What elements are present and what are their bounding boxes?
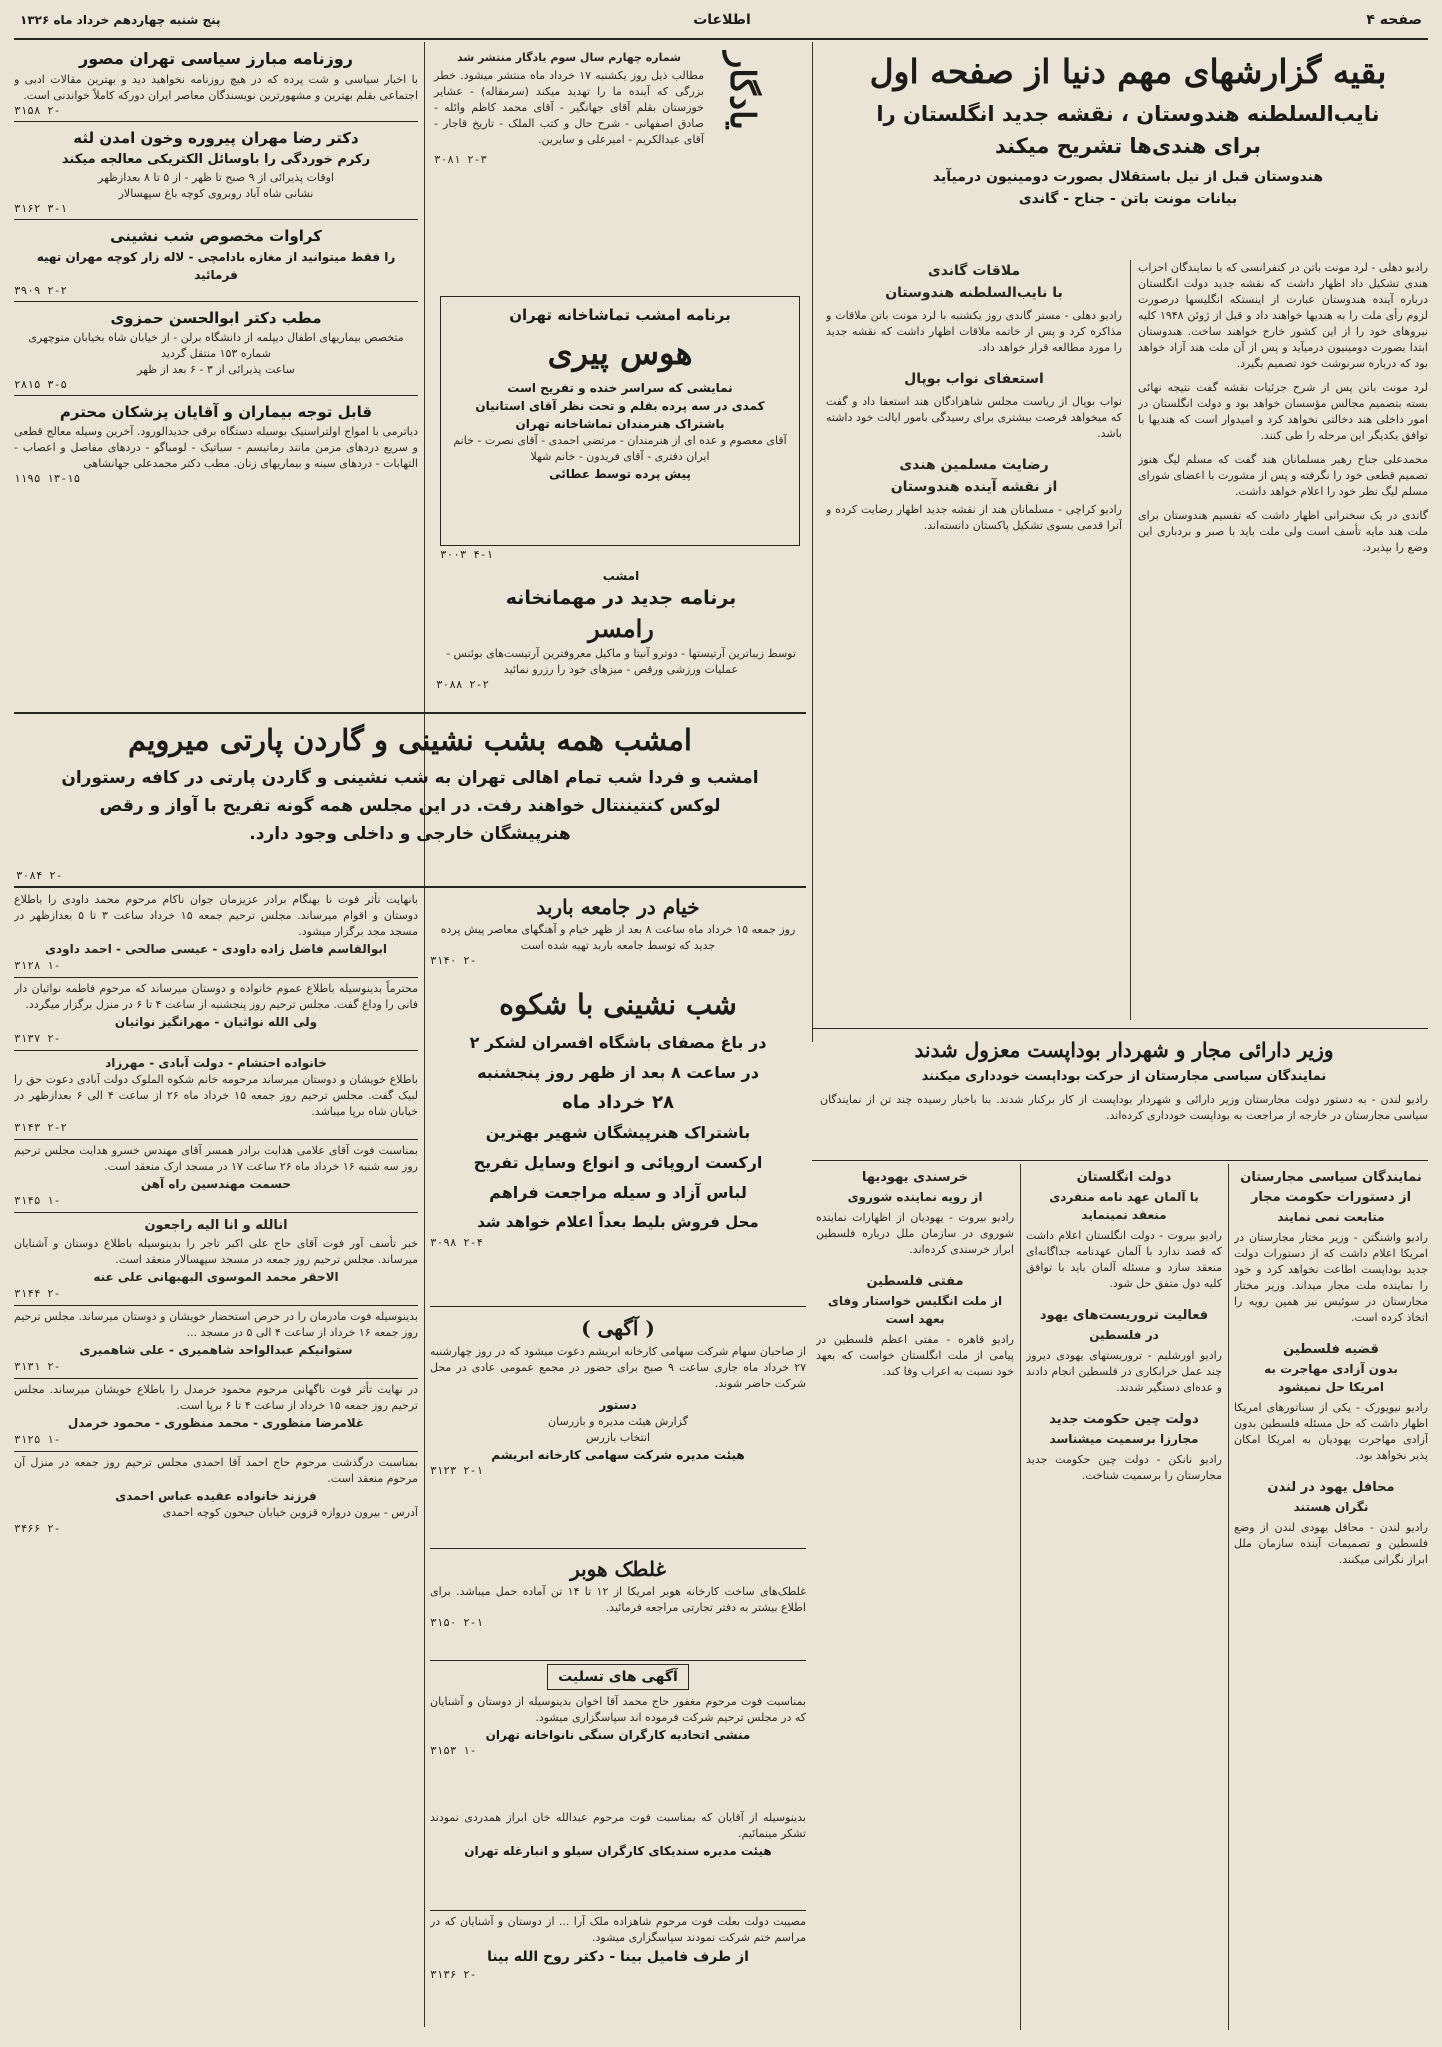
ad-divider: [14, 121, 418, 122]
obituary-davoudi: [14, 892, 418, 974]
khayyam-ad: [430, 892, 806, 978]
section-rule: [430, 1548, 806, 1549]
theater-note: پیش پرده توسط عطائی: [549, 467, 691, 481]
obituary-body: در نهایت تأثر فوت ناگهانی مرحوم محمود خرمدل را باطلاع خویشان میرساند. مجلس ترحیم روز جمعه ۱۵ خرداد از ساعت ۴ تا ۶ برپا است.: [14, 1383, 418, 1412]
ghaltak-ad: [430, 1554, 806, 1654]
obituary-khorramdel: [14, 1382, 418, 1448]
agahi-line-2: گزارش هیئت مدیره و بازرسان: [548, 1415, 688, 1428]
obituary-body: بدینوسیله فوت مادرمان را در حرص استحضار خویشان و دوستان میرساند. مجلس ترحیم روز جمعه ۱۶ خرداد از ساعت ۴ الی ۵ در مسجد ...: [14, 1310, 418, 1339]
section-rule: [430, 1660, 806, 1661]
ramsar-code: ۳۰۸۸ ۲-۲: [436, 678, 489, 691]
garden-party-body-3: هنرپیشگان خارجی و داخلی وجود دارد.: [249, 824, 571, 844]
hungary-body: رادیو واشنگتن - وزیر مختار مجارستان در امریکا اعلام داشت که از دستورات دولت جدید بوداپست اطاعت نخواهد کرد و خود را نماینده ملت مجار میداند. وزیر مختار مجارستان در سوئیس نیز همین رویه را اتخاذ کرده است.: [1234, 1231, 1428, 1324]
ad-divider: [14, 1139, 418, 1140]
obituary-signer: الاحقر محمد الموسوی البهبهانی علی عنه: [93, 1270, 339, 1284]
main-body-col-2: [826, 260, 1122, 1020]
terrorists-heading: فعالیت تروریست‌های یهود: [1039, 1308, 1209, 1323]
yadegar-logo: یادگار: [722, 52, 762, 130]
jewish-circles-heading-2: نگران هستند: [1293, 1500, 1369, 1514]
obituary-code: ۳۱۳۱ ۲-: [14, 1360, 61, 1373]
main-subhead-2: برای هندی‌ها تشریح میکند: [994, 134, 1262, 158]
garden-party-ad: [14, 716, 806, 884]
section-rule: [14, 886, 806, 888]
main-subhead-1: نایب‌السلطنه هندوستان ، نقشه جدید انگلستان را: [876, 102, 1380, 126]
obituary-signer: غلامرضا منظوری - محمد منظوری - محمود خرمدل: [67, 1416, 365, 1430]
obituary-ahmadi: [14, 1455, 418, 1537]
obituary-body: بمناسبت فوت آقای علامی هدایت برادر همسر آقای مهندس خسرو هدایت مجلس ترحیم روز سه شنبه ۱۶ خرداد ماه ۲۶ ساعت ۱۷ در مسجد ارک منعقد است.: [14, 1144, 418, 1173]
yadegar-ad: [430, 46, 806, 286]
palestine-heading: قضیه فلسطین: [1283, 1342, 1379, 1357]
ghaltak-code: ۳۱۵۰ ۲-۱: [430, 1616, 483, 1629]
theater-cast: آقای معصوم و عده ای از هنرمندان - مرتضی احمدی - آقای نصرت - خانم ایران دفتری - آقای فریدون - خانم شهلا: [453, 434, 787, 463]
england-heading: دولت انگلستان: [1076, 1170, 1172, 1185]
thanks-signer: هیئت مدیره سندیکای کارگران سیلو و انبارغله تهران: [464, 1844, 772, 1858]
ad-divider: [14, 1305, 418, 1306]
agahi-code: ۳۱۲۳ ۲-۱: [430, 1464, 483, 1477]
main-body-paragraph: لرد مونت باتن پس از شرح جزئیات نقشه گفت نتیجه نهائی بسته بتصمیم مجالس مؤسسان خواهد بود و دولت انگلستان در امور داخلی هند دخالتی نخواهد کرد و امیدوار است که هندیها با توافق یکدیگر این مرحله را طی کنند.: [1138, 381, 1428, 442]
shab-neshini-code: ۳۰۹۸ ۲-۴: [430, 1236, 483, 1249]
muslims-heading: رضایت مسلمین هندی: [899, 457, 1049, 473]
obituary-shahmiri: [14, 1309, 418, 1375]
date-line: پنج شنبه چهاردهم خرداد ماه ۱۳۲۶: [20, 13, 221, 27]
theater-desc-2: کمدی در سه پرده بقلم و تحت نظر آقای استانیان: [475, 399, 765, 413]
obituary-code: ۳۴۶۶ ۲-: [14, 1522, 61, 1535]
palestine-body: رادیو نیویورک - یکی از سناتورهای امریکا اظهار داشت که حل مسئله فلسطین بدون آزادی مهاجرت یهودیان به امریکا امکان پذیر نخواهد بود.: [1234, 1401, 1428, 1462]
minister-subhead: نمایندگان سیاسی مجارستان از حرکت بوداپست خودداری میکنند: [921, 1069, 1327, 1084]
obituary-code: ۳۱۴۵ ۱-: [14, 1194, 61, 1207]
shab-neshini-line-7: محل فروش بلیط بعداً اعلام خواهد شد: [477, 1213, 759, 1231]
condolence-signer: منشی اتحادیه کارگران سنگی نانواخانه تهران: [485, 1728, 751, 1742]
ramsar-tag: امشب: [602, 569, 640, 583]
yadegar-code: ۳۰۸۱ ۲-۳: [434, 153, 487, 166]
england-body: رادیو بیروت - دولت انگلستان اعلام داشت که قصد ندارد با آلمان عهدنامه جداگانه‌ای منعقد سازد و مسئله آلمان باید با توافق کلیه دول متفق حل شود.: [1026, 1229, 1222, 1290]
minister-headline: وزیر دارائی مجار و شهردار بوداپست معزول شدند: [914, 1038, 1334, 1062]
ad-divider: [14, 301, 418, 302]
shab-neshini-ad: [430, 982, 806, 1302]
agahi-line-1: دستور: [599, 1398, 637, 1412]
theater-code: ۳۰۰۳ ۴-۱: [440, 548, 493, 561]
hungary-heading: نمایندگان سیاسی مجارستان: [1240, 1170, 1422, 1185]
thanks-body: بدینوسیله از آقایان که بمناسبت فوت مرحوم عبدالله خان ابراز همدردی نمودند تشکر مینمائیم.: [430, 1811, 806, 1840]
china-heading: دولت چین حکومت جدید: [1049, 1412, 1199, 1427]
section-rule: [430, 1306, 806, 1307]
agahi-line-3: انتخاب بازرس: [585, 1431, 651, 1444]
mosibat-body: مصیبت دولت بعلت فوت مرحوم شاهزاده ملک آرا ... از دوستان و آشنایان که در مراسم ختم شرکت نمودند سپاسگزاری میشود.: [430, 1915, 806, 1944]
dentist-ad-body: رکرم خوردگی را باوسائل الکتریکی معالجه میکند: [61, 152, 371, 167]
meeting-heading-2: با نایب‌السلطنه هندوستان: [885, 285, 1063, 301]
garden-party-body-1: امشب و فردا شب تمام اهالی تهران به شب نشینی و گاردن پارتی در کافه رستوران: [61, 768, 759, 788]
diathermy-ad-code: ۱۱۹۵ ۱۳-۱۵: [14, 472, 81, 485]
obituary-signer: ولی الله نواثیان - مهرانگیز نواثیان: [114, 1015, 318, 1029]
theater-title: برنامه امشب تماشاخانه تهران: [509, 306, 731, 324]
ramsar-title-1: برنامه جدید در مهمانخانه: [505, 587, 737, 609]
condolence-title: آگهی های تسلیت: [547, 1664, 689, 1690]
pediatric-ad-code: ۲۸۱۵ ۳-۵: [14, 378, 67, 391]
section-rule: [430, 1910, 806, 1911]
shab-neshini-title: شب نشینی با شکوه: [499, 988, 737, 1021]
obituary-body: بمناسبت درگذشت مرحوم حاج احمد آقا احمدی مجلس ترحیم روز جمعه در منزل آن مرحوم منعقد است.: [14, 1456, 418, 1485]
pediatric-ad-hours: ساعت پذیرائی از ۳ - ۶ بعد از ظهر: [137, 363, 295, 376]
shab-neshini-line-3: ۲۸ خرداد ماه: [562, 1092, 674, 1113]
column-divider: [812, 42, 813, 1042]
obituary-behbahani: [14, 1216, 418, 1302]
condolence-code: ۳۱۵۳ ۱-: [430, 1744, 477, 1757]
main-headline: بقیه گزارشهای مهم دنیا از صفحه اول: [869, 52, 1387, 91]
obituary-code: ۳۱۲۵ ۱-: [14, 1433, 61, 1446]
england-story: [1026, 1168, 1222, 2028]
mosibat-code: ۳۱۳۶ ۲-: [430, 1968, 477, 1981]
russia-heading: خرسندی یهودیها: [861, 1170, 969, 1185]
newspaper-ad-title: روزنامه مبارز سیاسی تهران مصور: [79, 49, 353, 68]
section-rule: [812, 1028, 1428, 1029]
obituary-code: ۳۱۴۴ ۲-: [14, 1287, 61, 1300]
shab-neshini-line-5: ارکست اروپائی و انواع وسایل تفریح: [473, 1153, 763, 1172]
column-divider: [1228, 1164, 1229, 2030]
dentist-ad-title: دکتر رضا مهران پیروره وخون امدن لثه: [73, 129, 359, 147]
newspaper-ad-body: با اخبار سیاسی و شت پرده که در هیچ روزنامه نخواهید دید و بهترین مقالات ادبی و اجتماعی بقلم بهترین و مشهورترین نویسندگان معاصر ایران دورکه کاملاً خواندنی است.: [14, 73, 418, 102]
obituary-body: بانهایت تأثر فوت نا بهنگام برادر عزیزمان جوان ناکام مرحوم محمد داودی را باطلاع دوستان و اقوام میرساند. مجلس ترحیم جمعه ۱۵ خرداد ساعت ۳ تا ۵ بعدازظهر در مسجد مجد برگزار میشود.: [14, 893, 418, 938]
agahi-signer: هیئت مدیره شرکت سهامی کارخانه ابریشم: [491, 1448, 745, 1462]
ad-divider: [14, 1212, 418, 1213]
theater-ad: [440, 296, 800, 546]
theater-play: هوس پیری: [547, 334, 693, 372]
newspaper-ad-code: ۳۱۵۸ ۲-: [14, 104, 61, 117]
obituary-body: محترماً بدینوسیله باطلاع عموم خانواده و دوستان میرساند که مرحوم فاطمه نواثیان دار فانی را وداع گفت. مجلس ترحیم روز پنجشنبه از ساعت ۴ تا ۶ در منزل برگزار میگردد.: [14, 982, 418, 1011]
minister-story: [820, 1034, 1428, 1154]
obituary-navasian: [14, 981, 418, 1047]
england-heading-2: با آلمان عهد نامه منفردی: [1049, 1190, 1199, 1204]
left-ads-top: [14, 46, 418, 710]
mufti-heading: مفتی فلسطین: [866, 1274, 964, 1289]
main-body-paragraph: گاندی در یک سخنرانی اظهار داشت که تقسیم هندوستان برای ملت هند مایه تأسف است ولی ملت باید با صبر و بردباری این وضع را بپذیرد.: [1138, 509, 1428, 554]
ad-divider: [14, 1451, 418, 1452]
obituary-signer: ابوالقاسم فاضل زاده داودی - عیسی صالحی - احمد داودی: [45, 942, 387, 956]
masthead-rule: [14, 38, 1428, 40]
obituary-title: انالله و انا الیه راجعون: [144, 1218, 288, 1233]
dentist-ad-hours: اوقات پذیرائی از ۹ صبح تا ظهر - از ۵ تا ۸ بعدازظهر: [98, 171, 334, 184]
main-subhead-4: بیانات مونت باتن - جناح - گاندی: [1018, 191, 1238, 207]
mufti-body: رادیو قاهره - مفتی اعظم فلسطین در پیامی از ملت انگلستان خواست که بعهد خود نسبت به اعراب وفا کند.: [816, 1333, 1014, 1378]
obituary-code: ۳۱۲۸ ۱-: [14, 959, 61, 972]
dentist-ad-address: نشانی شاه آباد روبروی کوچه باغ سپهسالار: [118, 187, 314, 200]
garden-party-headline: امشب همه بشب نشینی و گاردن پارتی میرویم: [128, 723, 692, 757]
obituary-signer: فرزند خانواده عقیده عباس احمدی: [115, 1489, 317, 1503]
ad-divider: [14, 395, 418, 396]
main-body-paragraph: رادیو دهلی - لرد مونت باتن در کنفرانسی که با نمایندگان احزاب هندی تشکیل داد اظهار داشت که نقشه جدید دولت انگلستان درباره آینده هندوستان عبارت از اینستکه انگلیسها درصورت لزوم رأی ملت را به هندیها خواهند داد و قبل از ژوئن ۱۹۴۸ کلیه نیروهای خود را از این کشور خارج خواهند ساخت. هندوستان ابتدا بصورت دومینیون درمیآید و پس از آن ملت هند آزاد خواهد بود که درباره سرنوشت خود تصمیم بگیرد.: [1138, 261, 1428, 370]
ramsar-title-2: رامسر: [588, 614, 654, 643]
theater-desc-3: باشتراک هنرمندان تماشاخانه تهران: [515, 417, 725, 431]
bhopal-heading: استعفای نواب بوپال: [904, 371, 1044, 387]
dentist-ad-code: ۳۱۶۲ ۳-۱: [14, 202, 67, 215]
main-body-paragraph: محمدعلی جناح رهبر مسلمانان هند گفت که مسلم لیگ هنوز تصمیم قطعی خود را نگرفته و پس از مشورت با اعضای شورای مسلم لیگ نظر خود را اعلام خواهد داشت.: [1138, 453, 1428, 498]
obituary-body: خبر تأسف آور فوت آقای حاج علی اکبر تاجر را بدینوسیله باطلاع دوستان و آشنایان میرساند. مجلس ترحیم روز جمعه در مسجد سپهسالار منعقد است.: [14, 1237, 418, 1266]
obituary-code: ۳۱۴۳ ۲-۲: [14, 1121, 67, 1134]
garden-party-body-2: لوکس کنتیننتال خواهند رفت. در این مجلس همه گونه تفریح با آواز و رقص: [99, 796, 721, 816]
tie-ad-body: را فقط میتوانید از مغازه بادامچی - لاله زار کوچه مهران تهیه فرمائید: [36, 250, 396, 282]
obituary-title: خانواده احتشام - دولت آبادی - مهرزاد: [105, 1056, 327, 1070]
page-label: صفحه ۴: [1366, 12, 1422, 28]
shab-neshini-line-6: لباس آزاد و سیله مراجعت فراهم: [489, 1183, 747, 1202]
left-ads-bottom: [14, 892, 418, 2026]
theater-desc-1: نمایشی که سراسر خنده و تفریح است: [507, 381, 733, 395]
mosibat-ad: [430, 1914, 806, 2024]
ad-divider: [14, 219, 418, 220]
main-body-col-1: [1138, 260, 1428, 1020]
section-rule: [14, 712, 806, 714]
section-rule: [812, 1160, 1428, 1161]
diathermy-ad-body: دیاترمی با امواج اولتراسنیک بوسیله دستگاه برقی جدیدالورود. آخرین وسیله معالج قطعی و سریع دردهای مزمن مانند رماتیسم - سیاتیک - لومباگو - دردهای مفاصل و اعصاب - التهابات - دردهای سینه و بیماریهای زنان. مطب دکتر محمدعلی جهانشاهی: [14, 425, 418, 470]
ad-divider: [14, 1378, 418, 1379]
ghaltak-title: غلطک هوبر: [570, 1557, 666, 1581]
obituary-address: آدرس - بیرون دروازه قزوین خیابان جیحون کوچه احمدی: [162, 1506, 418, 1519]
shab-neshini-line-1: در باغ مصفای باشگاه افسران لشکر ۲: [469, 1033, 767, 1052]
agahi-body: از صاحبان سهام شرکت سهامی کارخانه ابریشم دعوت میشود که در روز چهارشنبه ۲۷ خرداد ماه جاری ساعت ۹ صبح برای حضور در مجمع عمومی عادی در محل شرکت حاضر شوند.: [430, 1345, 806, 1390]
column-divider: [1130, 260, 1131, 1020]
khayyam-body: روز جمعه ۱۵ خرداد ماه ساعت ۸ بعد از ظهر خیام و آهنگهای معاصر پیش پرده جدید که توسط جامعه باربد تهیه شده است: [440, 923, 796, 952]
obituary-code: ۳۱۳۷ ۲-: [14, 1032, 61, 1045]
jewish-circles-heading: محافل یهود در لندن: [1267, 1480, 1395, 1495]
shab-neshini-line-4: باشتراک هنرپیشگان شهیر بهترین: [485, 1123, 751, 1142]
minister-body: رادیو لندن - به دستور دولت مجارستان وزیر دارائی و شهردار بوداپست از کار برکنار شدند. بنا باخبار رسیده چند تن از نمایندگان سیاسی مجارستان در خارجه از مراجعت به بوداپست خودداری کرده‌اند.: [820, 1093, 1428, 1122]
pediatric-ad-title: مطب دکتر ابوالحسن حمزوی: [110, 309, 322, 327]
meeting-heading: ملاقات گاندی: [927, 263, 1021, 279]
column-divider: [1020, 1164, 1021, 2030]
column-divider: [424, 42, 425, 2027]
china-heading-2: مجارزا برسمیت میشناسد: [1049, 1432, 1199, 1446]
muslims-heading-2: از نقشه آینده هندوستان: [890, 479, 1058, 495]
agahi-ad: [430, 1312, 806, 1544]
obituary-body: باطلاع خویشان و دوستان میرساند مرحومه خانم شکوه الملوک دولت آبادی دعوت حق را لبیک گفت. مجلس ترحیم روز جمعه ۱۵ خرداد ماه ۲۶ از ساعت ۴ الی ۶ بعدازظهر در خیابان شاه برپا میباشد.: [14, 1073, 418, 1118]
obituary-ehtesham: [14, 1054, 418, 1136]
muslims-body: رادیو کراچی - مسلمانان هند از نقشه جدید اظهار رضایت کرده و آنرا قدمی بسوی تشکیل پاکستان دانسته‌اند.: [826, 503, 1122, 532]
palestine-heading-2: بدون آزادی مهاجرت به: [1264, 1362, 1398, 1376]
condolence-body: بمناسبت فوت مرحوم مغفور حاج محمد آقا اخوان بدینوسیله از دوستان و آشنایان که در مجلس ترحیم شرکت فرموده اند سپاسگزاری میشود.: [430, 1695, 806, 1724]
ad-divider: [14, 977, 418, 978]
obituary-railway: [14, 1143, 418, 1209]
russia-story: [816, 1168, 1014, 2028]
paper-name: اطلاعات: [693, 12, 751, 28]
ramsar-ad: [436, 568, 806, 698]
terrorists-body: رادیو اورشلیم - تروریستهای یهودی دیروز چند عمل خرابکاری در فلسطین انجام دادند و عده‌ای دستگیر شدند.: [1026, 1349, 1222, 1394]
ad-divider: [14, 1050, 418, 1051]
england-heading-3: منعقد نمینماید: [1081, 1208, 1167, 1222]
hungary-story: [1234, 1168, 1428, 2028]
garden-party-code: ۳۰۸۴ ۲-: [16, 869, 63, 882]
mufti-heading-2: از ملت انگلیس خواستار وفای: [827, 1294, 1003, 1308]
mufti-heading-3: بعهد است: [885, 1312, 945, 1326]
ghaltak-body: غلطک‌های ساخت کارخانه هوبر امریکا از ۱۲ تا ۱۴ تن آماده حمل میباشد. برای اطلاع بیشتر به دفتر تجارتی مراجعه فرمائید.: [430, 1585, 806, 1614]
obituary-signer: ستوانیکم عبدالواحد شاهمیری - علی شاهمیری: [79, 1343, 353, 1357]
meeting-body: رادیو دهلی - مستر گاندی روز یکشنبه با لرد مونت باتن ملاقات و مذاکره کرد و پس از خاتمه ملاقات اظهار داشت که نقشه جدید را مورد مطالعه قرار خواهد داد.: [826, 309, 1122, 354]
yadegar-body: مطالب ذیل روز یکشنبه ۱۷ خرداد ماه منتشر میشود. خطر بزرگی که آینده ما را تهدید میکند (سرمقاله) - عشایر خوزستان بقلم آقای جهانگیر - آقای محمد کاظم وائله - صادق اصفهانی - شرح حال و کتب الملک - تاریخ قاجار - آقای عبدالکریم - امیرعلی و سایرین.: [434, 69, 704, 146]
jewish-circles-body: رادیو لندن - محافل یهودی لندن از وضع فلسطین و تصمیمات آینده سازمان ملل ابراز نگرانی میکنند.: [1234, 1521, 1428, 1566]
bhopal-body: نواب بوپال از ریاست مجلس شاهزادگان هند استعفا داد و گفت که میخواهد فرصت بیشتری برای رسیدگی بامور ایالت خود داشته باشد.: [826, 395, 1122, 440]
russia-heading-2: از رویه نماینده شوروی: [847, 1190, 983, 1204]
shab-neshini-line-2: در ساعت ۸ بعد از ظهر روز پنجشنبه: [477, 1063, 759, 1082]
palestine-heading-3: امریکا حل نمیشود: [1277, 1380, 1385, 1394]
diathermy-ad-title: قابل توجه بیماران و آقایان پزشکان محترم: [59, 403, 373, 421]
obituary-signer: حسمت مهندسین راه آهن: [140, 1177, 292, 1191]
china-body: رادیو نانکن - دولت چین حکومت جدید مجارستان را برسمیت شناخت.: [1026, 1453, 1222, 1482]
main-subhead-3: هندوستان قبل از نیل باستقلال بصورت دومینیون درمیآید: [932, 169, 1324, 185]
pediatric-ad-body: متخصص بیماریهای اطفال دیپلمه از دانشگاه برلن - از خیابان شاه بخیابان منوچهری شماره ۱۵۳ منتقل گردید: [28, 331, 404, 360]
khayyam-title: خیام در جامعه باربد: [536, 895, 700, 919]
hungary-heading-2: از دستورات حکومت مجار: [1250, 1190, 1412, 1205]
agahi-title: ( آگهی ): [581, 1316, 655, 1340]
thanks-ad: [430, 1810, 806, 1906]
russia-body: رادیو بیروت - یهودیان از اظهارات نماینده شوروی در سازمان ملل درباره فلسطین ابراز خرسندی کرده‌اند.: [816, 1211, 1014, 1256]
tie-ad-code: ۳۹۰۹ ۲-۲: [14, 284, 67, 297]
tie-ad-title: کراوات مخصوص شب نشینی: [110, 227, 322, 245]
condolence-ad: [430, 1664, 806, 1804]
hungary-heading-3: متابعت نمی نمایند: [1277, 1210, 1385, 1224]
mosibat-signer: از طرف فامیل بینا - دکتر روح الله بینا: [487, 1949, 749, 1965]
ramsar-desc: توسط زیباترین آرتیستها - دوترو آنیتا و ماکیل معروفترین آرتیست‌های بوئنس - عملیات ورزشی ورقص - میزهای خود را رزرو نمائید: [446, 647, 796, 676]
yadegar-intro: شماره چهارم سال سوم یادگار منتشر شد: [457, 51, 681, 64]
terrorists-heading-2: در فلسطین: [1089, 1328, 1159, 1342]
khayyam-code: ۳۱۴۰ ۲-: [430, 954, 477, 967]
